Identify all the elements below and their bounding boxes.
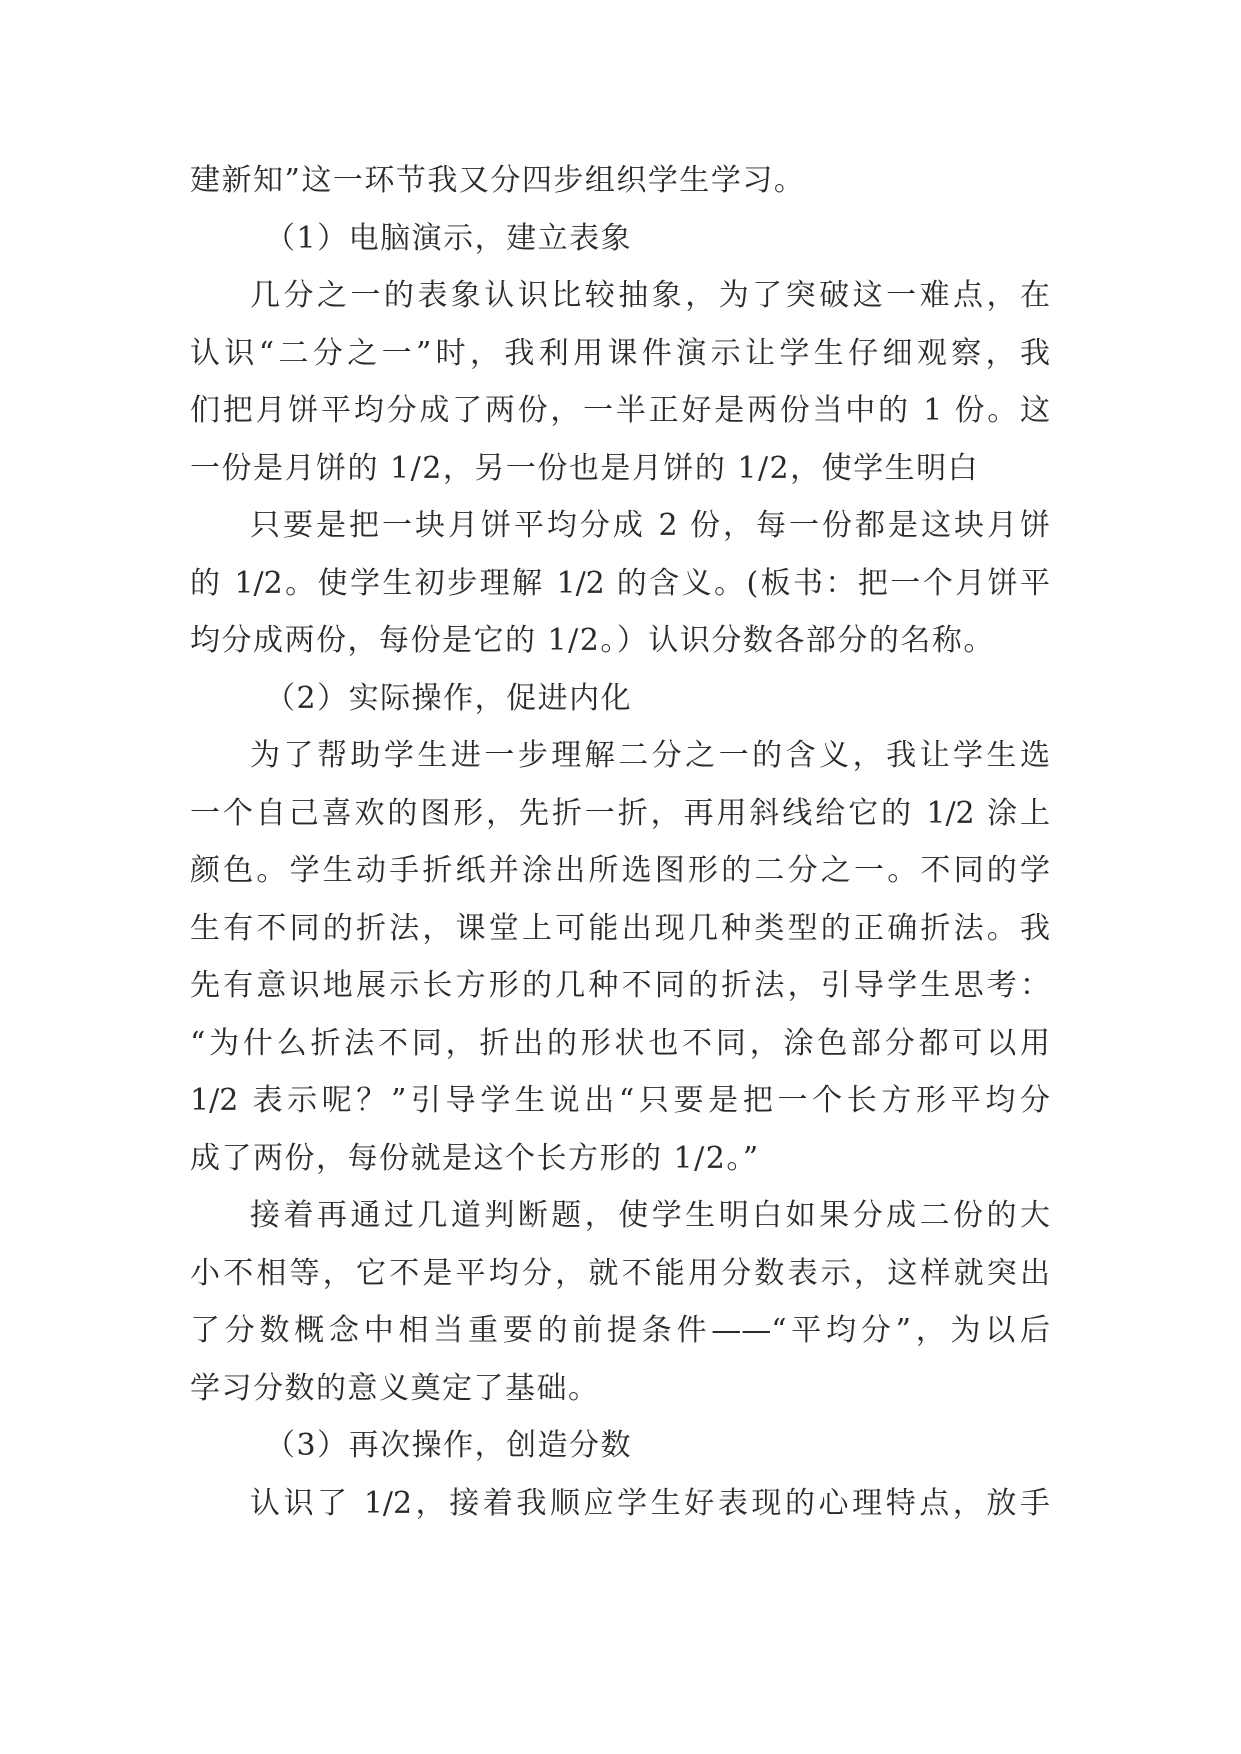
document-page: [190, 152, 1050, 1532]
paragraph-line: 只要是把一块月饼平均分成 2 份，每一份都是这块月饼: [250, 508, 1050, 543]
paragraph-line: 成了两份，每份就是这个长方形的 1/2。”: [190, 1140, 760, 1176]
paragraph-line: 均分成两份，每份是它的 1/2。）认识分数各部分的名称。: [190, 623, 995, 658]
paragraph-line: 几分之一的表象认识比较抽象，为了突破这一难点，在: [250, 278, 1050, 313]
paragraph-line: 生有不同的折法，课堂上可能出现几种类型的正确折法。我: [190, 910, 1050, 946]
paragraph-line: 为了帮助学生进一步理解二分之一的含义，我让学生选: [250, 738, 1050, 773]
paragraph-line: 颜色。学生动手折纸并涂出所选图形的二分之一。不同的学: [190, 853, 1050, 888]
paragraph-line: 认识了 1/2，接着我顺应学生好表现的心理特点，放手: [250, 1485, 1050, 1521]
paragraph-line: 一份是月饼的 1/2，另一份也是月饼的 1/2，使学生明白: [190, 450, 980, 486]
paragraph-line: 建新知”这一环节我又分四步组织学生学习。: [190, 163, 806, 198]
section-heading: （2）实际操作，促进内化: [265, 680, 633, 716]
section-heading: （3）再次操作，创造分数: [265, 1428, 633, 1463]
paragraph-line: 一个自己喜欢的图形，先折一折，再用斜线给它的 1/2 涂上: [190, 795, 1050, 831]
paragraph-line: 小不相等，它不是平均分，就不能用分数表示，这样就突出: [190, 1255, 1050, 1291]
paragraph-line: 的 1/2。使学生初步理解 1/2 的含义。(板书：把一个月饼平: [190, 565, 1050, 601]
paragraph-line: 先有意识地展示长方形的几种不同的折法，引导学生思考：: [190, 968, 1050, 1003]
paragraph-line: 学习分数的意义奠定了基础。: [190, 1370, 600, 1406]
paragraph-line: 了分数概念中相当重要的前提条件——“平均分”，为以后: [190, 1313, 1050, 1348]
paragraph-line: 们把月饼平均分成了两份，一半正好是两份当中的 1 份。这: [190, 393, 1050, 428]
section-heading: （1）电脑演示，建立表象: [265, 220, 633, 256]
paragraph-line: 认识“二分之一”时，我利用课件演示让学生仔细观察，我: [190, 335, 1050, 371]
paragraph-line: 1/2 表示呢？”引导学生说出“只要是把一个长方形平均分: [190, 1083, 1050, 1118]
paragraph-line: 接着再通过几道判断题，使学生明白如果分成二份的大: [250, 1198, 1050, 1233]
paragraph-line: “为什么折法不同，折出的形状也不同，涂色部分都可以用: [190, 1025, 1050, 1061]
